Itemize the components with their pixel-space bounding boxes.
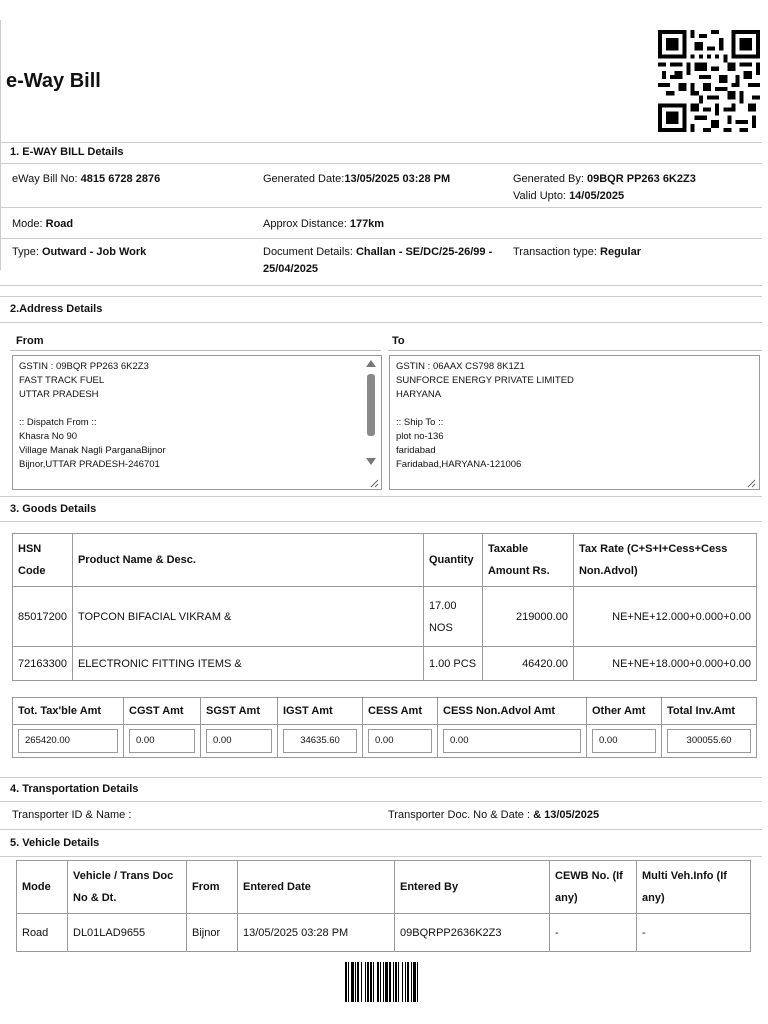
goods-header-taxable: Taxable Amount Rs. [482, 534, 573, 587]
table-row [13, 647, 757, 681]
vehicle-table [16, 860, 751, 952]
section-ewb-title: 1. E-WAY BILL Details [10, 146, 124, 158]
divider [0, 829, 762, 830]
address-line: Khasra No 90 [19, 431, 78, 442]
resize-handle-icon[interactable] [746, 478, 756, 488]
vehicle-header: Entered By [395, 861, 550, 914]
transaction-type: Transaction type: Regular [513, 246, 641, 258]
qr-code-icon [658, 28, 760, 134]
goods-taxable: 219000.00 [482, 587, 573, 647]
totals-header: Other Amt [587, 698, 662, 725]
divider [0, 163, 762, 164]
divider [0, 322, 762, 323]
address-line: GSTIN : 09BQR PP263 6K2Z3 [19, 361, 149, 372]
goods-quantity: 1.00 PCS [423, 647, 482, 681]
vehicle-entered-date: 13/05/2025 03:28 PM [238, 914, 395, 952]
total-inv-field[interactable]: 300055.60 [667, 729, 751, 753]
resize-handle-icon[interactable] [369, 478, 379, 488]
goods-header-taxrate: Tax Rate (C+S+I+Cess+Cess Non.Advol) [573, 534, 756, 587]
transporter-id: Transporter ID & Name : [12, 809, 132, 821]
divider [0, 856, 762, 857]
vehicle-header: Entered Date [238, 861, 395, 914]
goods-header-product: Product Name & Desc. [72, 534, 423, 587]
divider [0, 142, 762, 143]
goods-quantity: 17.00 NOS [423, 587, 482, 647]
vehicle-from: Bijnor [187, 914, 238, 952]
table-row [17, 914, 751, 952]
address-line: GSTIN : 06AAX CS798 8K1Z1 [396, 361, 525, 372]
from-address-textarea[interactable] [12, 355, 382, 490]
goods-header-row [13, 534, 757, 587]
address-line: Village Manak Nagli ParganaBijnor [19, 445, 166, 456]
divider [0, 777, 762, 778]
goods-header-hsn: HSN Code [13, 534, 73, 587]
divider [0, 238, 762, 239]
totals-header: IGST Amt [278, 698, 363, 725]
divider [0, 207, 762, 208]
generated-date: Generated Date:13/05/2025 03:28 PM [263, 173, 451, 185]
section-goods-title: 3. Goods Details [10, 503, 97, 515]
goods-table [12, 533, 757, 681]
goods-taxrate: NE+NE+12.000+0.000+0.00 [573, 587, 756, 647]
address-line: plot no-136 [396, 431, 444, 442]
barcode-icon [345, 962, 425, 1002]
divider [0, 296, 762, 297]
totals-header-row [13, 698, 757, 725]
vehicle-multi: - [637, 914, 751, 952]
mode: Mode: Road [12, 218, 74, 230]
divider [0, 496, 762, 497]
section-address-title: 2.Address Details [10, 303, 103, 315]
section-vehicle-title: 5. Vehicle Details [10, 837, 100, 849]
section-transport-title: 4. Transportation Details [10, 783, 139, 795]
address-line: HARYANA [396, 389, 442, 400]
totals-header: Total Inv.Amt [662, 698, 757, 725]
divider [0, 285, 762, 286]
vehicle-header: Multi Veh.Info (If any) [637, 861, 751, 914]
transporter-doc: Transporter Doc. No & Date : & 13/05/2025 [388, 809, 600, 821]
goods-header-quantity: Quantity [423, 534, 482, 587]
address-line [19, 402, 375, 416]
cess-nonadvol-field[interactable]: 0.00 [443, 729, 581, 753]
totals-table [12, 697, 757, 758]
address-line: FAST TRACK FUEL [19, 375, 105, 386]
total-taxable-field[interactable]: 265420.00 [18, 729, 118, 753]
totals-header: CESS Non.Advol Amt [438, 698, 587, 725]
vehicle-header: Vehicle / Trans Doc No & Dt. [68, 861, 187, 914]
ewb-number: eWay Bill No: 4815 6728 2876 [12, 173, 161, 185]
vehicle-cewb: - [550, 914, 637, 952]
totals-header: SGST Amt [201, 698, 278, 725]
sgst-field[interactable]: 0.00 [206, 729, 272, 753]
left-border [0, 20, 1, 270]
divider [388, 350, 762, 351]
vehicle-mode: Road [17, 914, 68, 952]
to-label: To [392, 335, 405, 347]
totals-header: CGST Amt [124, 698, 201, 725]
other-amt-field[interactable]: 0.00 [592, 729, 656, 753]
divider [0, 801, 762, 802]
address-line: faridabad [396, 445, 436, 456]
totals-header: Tot. Tax'ble Amt [13, 698, 124, 725]
cess-field[interactable]: 0.00 [368, 729, 432, 753]
divider [10, 350, 381, 351]
goods-product: ELECTRONIC FITTING ITEMS & [72, 647, 423, 681]
vehicle-header: From [187, 861, 238, 914]
totals-values-row [13, 725, 757, 758]
vehicle-header: CEWB No. (If any) [550, 861, 637, 914]
goods-taxrate: NE+NE+18.000+0.000+0.00 [573, 647, 756, 681]
address-line: :: Dispatch From :: [19, 417, 97, 428]
goods-hsn: 85017200 [13, 587, 73, 647]
from-label: From [16, 335, 44, 347]
address-line: UTTAR PRADESH [19, 389, 99, 400]
to-address-textarea[interactable] [389, 355, 760, 490]
vehicle-header-row [17, 861, 751, 914]
address-line: SUNFORCE ENERGY PRIVATE LIMITED [396, 375, 574, 386]
totals-header: CESS Amt [363, 698, 438, 725]
address-line [396, 402, 753, 416]
table-row [13, 587, 757, 647]
page-title: e-Way Bill [6, 70, 101, 92]
goods-hsn: 72163300 [13, 647, 73, 681]
type: Type: Outward - Job Work [12, 246, 147, 258]
approx-distance: Approx Distance: 177km [263, 218, 385, 230]
goods-product: TOPCON BIFACIAL VIKRAM & [72, 587, 423, 647]
document-details: Document Details: Challan - SE/DC/25-26/99 - 25/04/2025 [263, 246, 493, 275]
vehicle-entered-by: 09BQRPP2636K2Z3 [395, 914, 550, 952]
vehicle-header: Mode [17, 861, 68, 914]
igst-field[interactable]: 34635.60 [283, 729, 357, 753]
scrollbar-icon[interactable] [364, 358, 378, 468]
cgst-field[interactable]: 0.00 [129, 729, 195, 753]
address-line: Faridabad,HARYANA-121006 [396, 459, 522, 470]
address-line: :: Ship To :: [396, 417, 444, 428]
vehicle-number: DL01LAD9655 [68, 914, 187, 952]
goods-taxable: 46420.00 [482, 647, 573, 681]
divider [0, 521, 762, 522]
address-line: Bijnor,UTTAR PRADESH-246701 [19, 459, 160, 470]
generated-by: Generated By: 09BQR PP263 6K2Z3 Valid Upto: 14/05/2025 [513, 173, 696, 202]
